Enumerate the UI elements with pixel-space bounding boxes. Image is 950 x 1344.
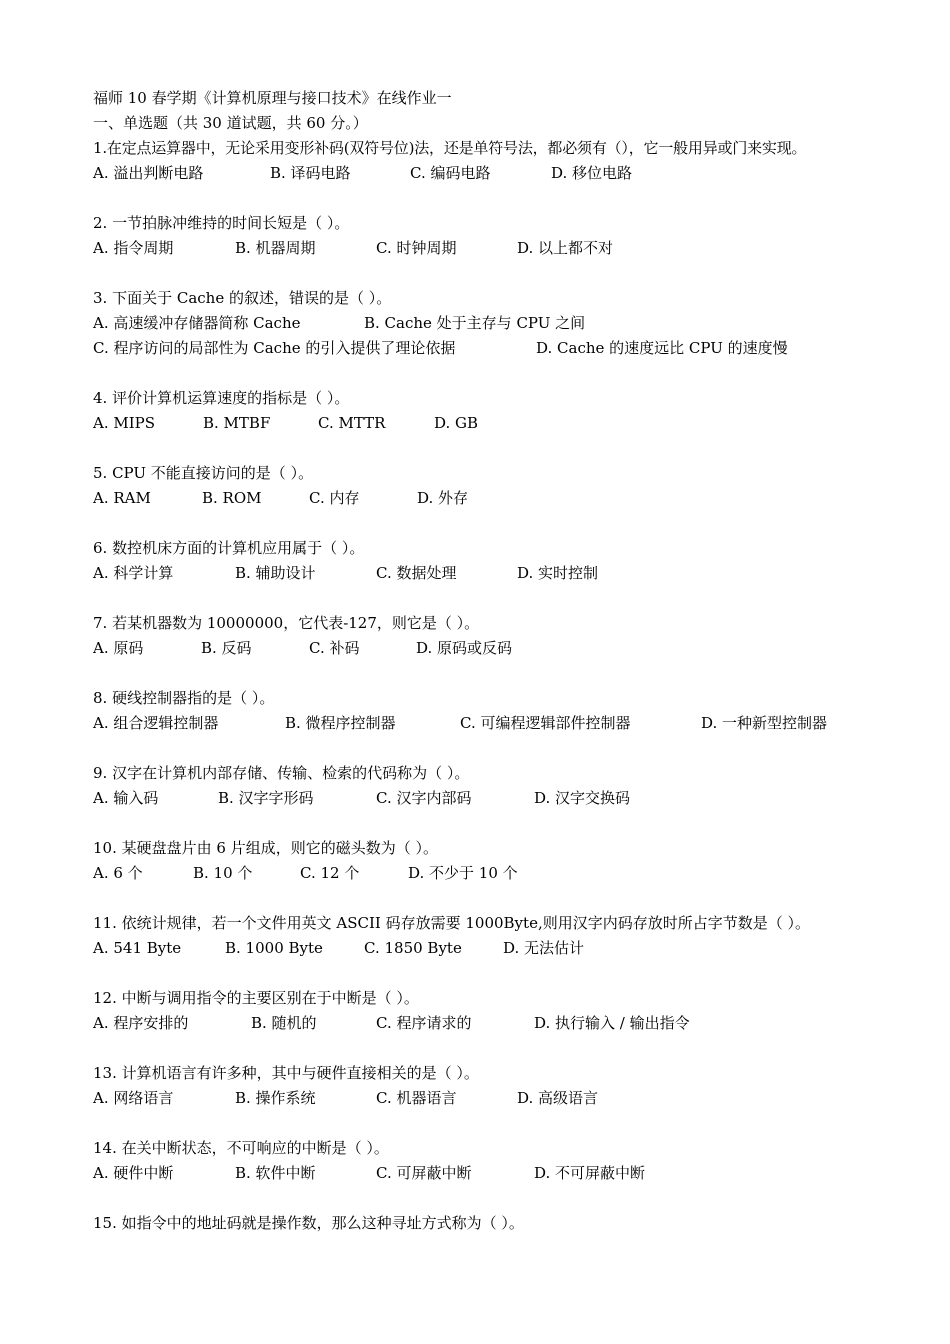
option-b: B. 译码电路: [270, 164, 351, 182]
option-a: A. 网络语言: [93, 1089, 174, 1107]
question-text: 8. 硬线控制器指的是（ ）。: [93, 689, 275, 707]
option-d: D. 原码或反码: [416, 639, 513, 657]
question-10: [93, 836, 933, 886]
question-text: 10. 某硬盘盘片由 6 片组成，则它的磁头数为（ ）。: [93, 839, 438, 857]
option-a: A. 溢出判断电路: [93, 164, 204, 182]
question-text: 13. 计算机语言有许多种，其中与硬件直接相关的是（ ）。: [93, 1064, 479, 1082]
question-text: 14. 在关中断状态，不可响应的中断是（ ）。: [93, 1139, 389, 1157]
question-text: 7. 若某机器数为 10000000，它代表-127，则它是（ ）。: [93, 614, 480, 632]
option-b: B. 软件中断: [235, 1164, 316, 1182]
option-c: C. 汉字内部码: [376, 789, 472, 807]
option-b: B. 辅助设计: [235, 564, 316, 582]
question-9: [93, 761, 933, 811]
option-d: D. 外存: [417, 489, 469, 507]
option-b: B. MTBF: [203, 414, 271, 432]
question-text: 4. 评价计算机运算速度的指标是（ ）。: [93, 389, 350, 407]
option-c: C. 编码电路: [410, 164, 491, 182]
question-text: 5. CPU 不能直接访问的是（ ）。: [93, 464, 314, 482]
option-c: C. 内存: [309, 489, 360, 507]
question-4: [93, 386, 933, 436]
option-a: A. 输入码: [93, 789, 159, 807]
question-text: 11. 依统计规律，若一个文件用英文 ASCII 码存放需要 1000Byte,则用汉字内码存放时所占字节数是（ ）。: [93, 914, 810, 932]
option-a: A. MIPS: [93, 414, 156, 432]
option-a: A. 原码: [93, 639, 144, 657]
option-c: C. 时钟周期: [376, 239, 457, 257]
question-5: [93, 461, 933, 511]
option-a: A. 6 个: [93, 864, 143, 882]
option-d: D. Cache 的速度远比 CPU 的速度慢: [536, 339, 788, 357]
option-a: A. 硬件中断: [93, 1164, 174, 1182]
option-c: C. 12 个: [300, 864, 360, 882]
question-text: 15. 如指令中的地址码就是操作数，那么这种寻址方式称为（ ）。: [93, 1214, 524, 1232]
question-14: [93, 1136, 933, 1186]
option-d: D. 不可屏蔽中断: [534, 1164, 646, 1182]
option-a: A. 程序安排的: [93, 1014, 189, 1032]
option-c: C. 程序访问的局部性为 Cache 的引入提供了理论依据: [93, 339, 456, 357]
option-c: C. 机器语言: [376, 1089, 457, 1107]
option-a: A. 高速缓冲存储器简称 Cache: [93, 314, 301, 332]
option-c: C. 补码: [309, 639, 360, 657]
question-7: [93, 611, 933, 661]
option-b: B. 汉字字形码: [218, 789, 314, 807]
option-b: B. 1000 Byte: [225, 939, 323, 957]
option-b: B. 机器周期: [235, 239, 316, 257]
option-b: B. ROM: [202, 489, 262, 507]
question-8: [93, 686, 933, 736]
option-d: D. 汉字交换码: [534, 789, 631, 807]
question-6: [93, 536, 933, 586]
question-text: 2. 一节拍脉冲维持的时间长短是（ ）。: [93, 214, 350, 232]
option-c: C. 数据处理: [376, 564, 457, 582]
option-d: D. 不少于 10 个: [408, 864, 518, 882]
question-text: 6. 数控机床方面的计算机应用属于（ ）。: [93, 539, 365, 557]
option-d: D. 一种新型控制器: [701, 714, 828, 732]
option-c: C. MTTR: [318, 414, 386, 432]
question-3: [93, 286, 933, 361]
section-heading: 一、单选题（共 30 道试题，共 60 分。）: [93, 114, 368, 132]
question-15: [93, 1211, 933, 1236]
question-text: 12. 中断与调用指令的主要区别在于中断是（ ）。: [93, 989, 419, 1007]
option-a: A. 541 Byte: [93, 939, 182, 957]
question-2: [93, 211, 933, 261]
option-a: A. 组合逻辑控制器: [93, 714, 219, 732]
option-b: B. 10 个: [193, 864, 253, 882]
option-d: D. 移位电路: [551, 164, 633, 182]
option-d: D. 实时控制: [517, 564, 599, 582]
option-b: B. 随机的: [251, 1014, 317, 1032]
option-c: C. 1850 Byte: [364, 939, 462, 957]
question-13: [93, 1061, 933, 1111]
option-d: D. 以上都不对: [517, 239, 614, 257]
question-1: [93, 136, 933, 186]
option-a: A. 科学计算: [93, 564, 174, 582]
document-content: [93, 86, 933, 1261]
option-c: C. 可屏蔽中断: [376, 1164, 472, 1182]
option-d: D. 执行输入 / 输出指令: [534, 1014, 690, 1032]
question-12: [93, 986, 933, 1036]
document-title: 福师 10 春学期《计算机原理与接口技术》在线作业一: [93, 89, 452, 107]
option-c: C. 程序请求的: [376, 1014, 472, 1032]
question-text: 3. 下面关于 Cache 的叙述，错误的是（ ）。: [93, 289, 392, 307]
question-11: [93, 911, 933, 961]
option-d: D. 高级语言: [517, 1089, 599, 1107]
option-a: A. 指令周期: [93, 239, 174, 257]
question-text: 1.在定点运算器中，无论采用变形补码(双符号位)法，还是单符号法，都必须有（），它一般用异或门来实现。: [93, 139, 807, 157]
option-b: B. 操作系统: [235, 1089, 316, 1107]
option-d: D. 无法估计: [503, 939, 585, 957]
option-b: B. 反码: [201, 639, 252, 657]
option-d: D. GB: [434, 414, 479, 432]
option-b: B. Cache 处于主存与 CPU 之间: [364, 314, 586, 332]
option-c: C. 可编程逻辑部件控制器: [460, 714, 631, 732]
option-a: A. RAM: [93, 489, 151, 507]
question-text: 9. 汉字在计算机内部存储、传输、检索的代码称为（ ）。: [93, 764, 470, 782]
option-b: B. 微程序控制器: [285, 714, 396, 732]
